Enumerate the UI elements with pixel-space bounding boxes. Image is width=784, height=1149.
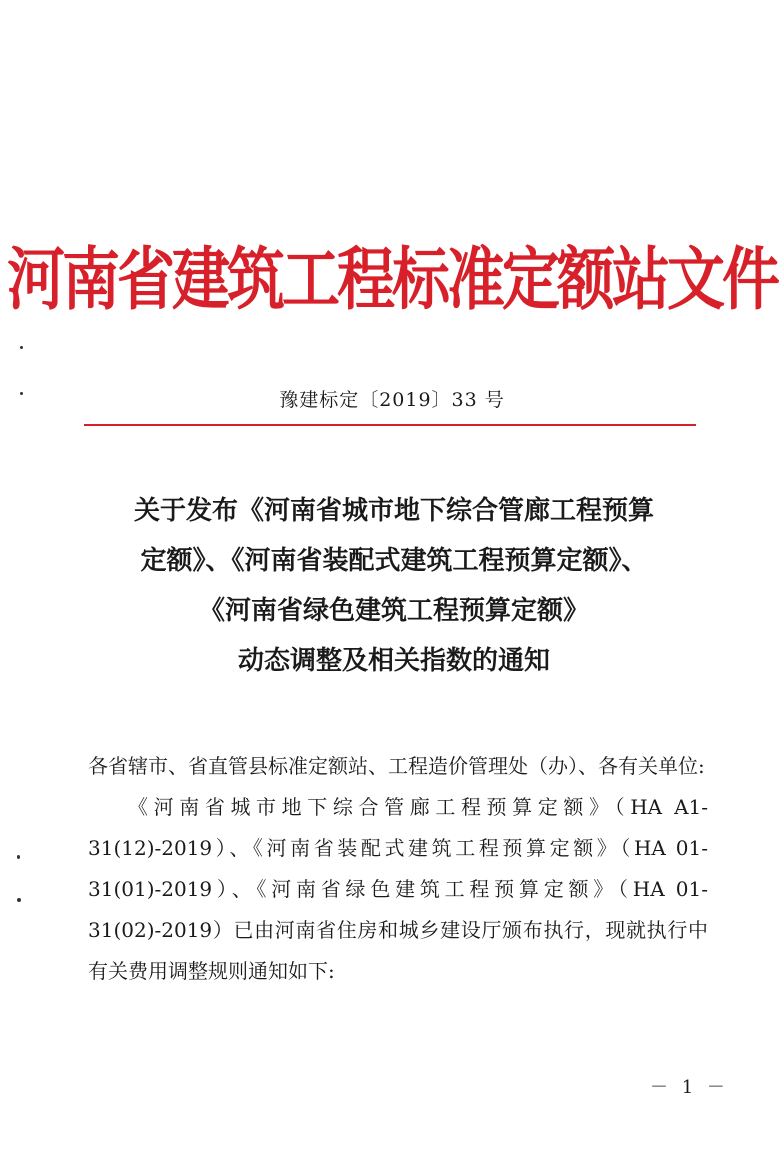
notice-body [88,746,708,992]
notice-title [84,486,704,686]
title-line: 定额》、《河南省装配式建筑工程预算定额》、 [140,546,648,576]
page-number: － 1 － [650,1077,729,1098]
red-divider [84,424,696,426]
scan-speck [20,392,23,395]
title-line: 《河南省绿色建筑工程预算定额》 [198,596,589,626]
document-number: 豫建标定〔2019〕33 号 [279,389,505,411]
scan-speck [20,346,23,349]
scan-speck [17,855,20,859]
body-paragraph: 《河南省城市地下综合管廊工程预算定额》（HA A1-31(12)-2019）、《河南省装配式建筑工程预算定额》（HA 01-31(01)-2019）、《河南省绿色建筑工程预算定额》（HA 01-31(02)-2019）已由河南省住房和城乡建设厅颁布执行，现就执行中有关费用调整规则通知如下: [88,795,708,983]
title-line: 关于发布《河南省城市地下综合管廊工程预算 [133,496,654,526]
masthead-title: 河南省建筑工程标准定额站文件 [6,239,777,320]
addressee-paragraph: 各省辖市、省直管县标准定额站、工程造价管理处（办）、各有关单位: [88,754,705,778]
title-line: 动态调整及相关指数的通知 [237,646,550,676]
scan-speck [17,898,21,902]
